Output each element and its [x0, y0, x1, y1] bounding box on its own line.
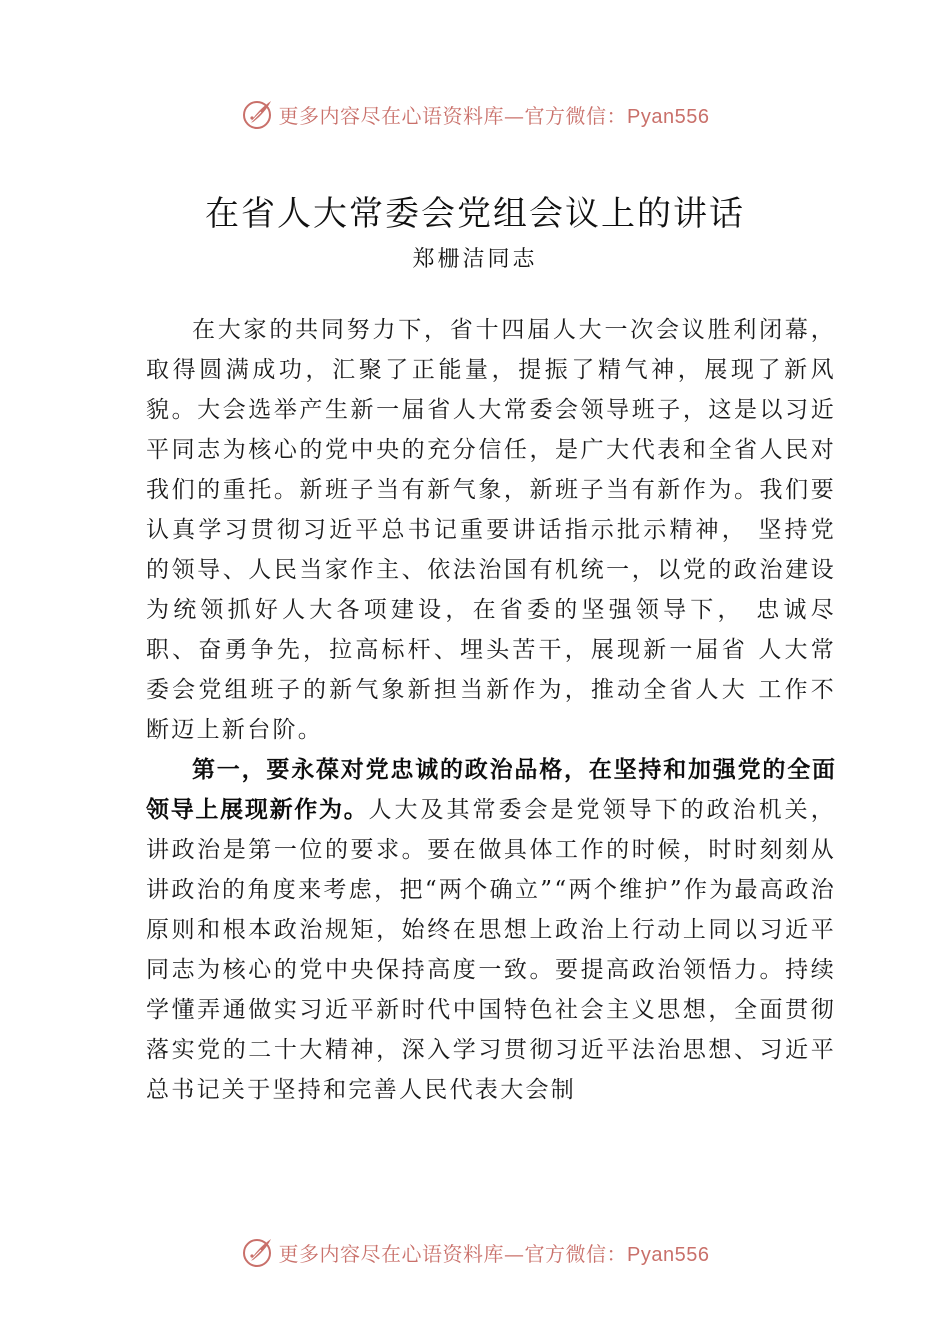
paragraph-2 [146, 750, 836, 1110]
document-body [146, 310, 836, 1110]
header-banner-wechat-id: Pyan556 [627, 105, 710, 128]
header-banner-label: 更多内容尽在心语资料库—官方微信： [278, 103, 628, 128]
paragraph-2-body: 人大及其常委会是党领导下的政治机关，讲政治是第一位的要求。要在做具体工作的时候，时时刻刻从讲政治的角度来考虑，把“两个确立”“两个维护”作为最高政治原则和根本政治规矩，始终在思想上政治上行动上同以习近平同志为核心的党中央保持高度一致。要提高政治领悟力。持续学懂弄通做实习近平新时代中国特色社会主义思想，全面贯彻落实党的二十大精神，深入学习贯彻习近平法治思想、习近平总书记关于坚持和完善人民代表大会制 [146, 797, 836, 1103]
document-title: 在省人大常委会党组会议上的讲话 [205, 194, 745, 234]
paragraph-1: 在大家的共同努力下，省十四届人大一次会议胜利闭幕，取得圆满成功，汇聚了正能量，提振了精气神，展现了新风貌。大会选举产生新一届省人大常委会领导班子，这是以习近平同志为核心的党中央的充分信任，是广大代表和全省人民对我们的重托。新班子当有新气象，新班子当有新作为。我们要认真学习贯彻习近平总书记重要讲话指示批示精神， 坚持党的领导、人民当家作主、依法治国有机统一，以党的政治建设为统领抓好人大各项建设，在省委的坚强领导下， 忠诚尽职、奋勇争先，拉高标杆、埋头苦干，展现新一届省 人大常委会党组班子的新气象新担当新作为，推动全省人大 工作不断迈上新台阶。 [146, 317, 836, 743]
footer-banner-wechat-id: Pyan556 [627, 1243, 710, 1266]
quill-pen-logo-icon [241, 97, 275, 131]
document-author: 郑栅洁同志 [412, 247, 538, 272]
header-banner [0, 94, 950, 134]
quill-pen-logo-icon [241, 1235, 275, 1269]
footer-banner [0, 1232, 950, 1272]
footer-banner-label: 更多内容尽在心语资料库—官方微信： [278, 1241, 628, 1266]
paragraph-2-lead: 第一，要永葆对党忠诚的政治品格，在坚持和加强党的全面领导上展现新作为。 [146, 757, 836, 823]
footer-banner-text [279, 1238, 710, 1267]
header-banner-text [279, 100, 710, 129]
